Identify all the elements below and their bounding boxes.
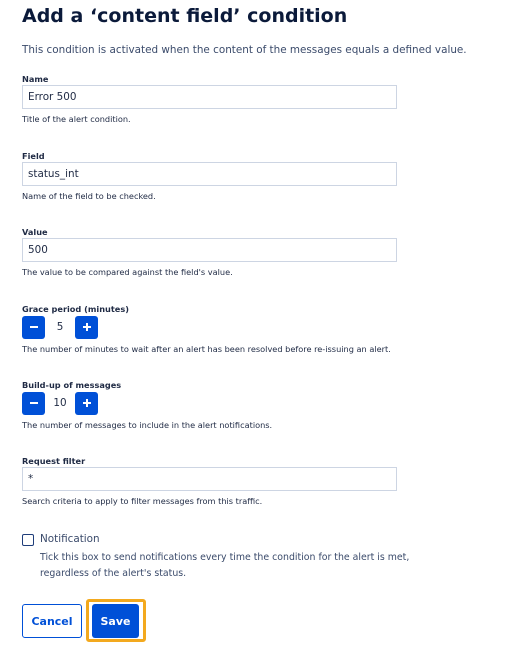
request-filter-help: Search criteria to apply to filter messages from this traffic.: [22, 496, 263, 506]
value-input[interactable]: [22, 238, 397, 262]
field-label: Field: [22, 151, 45, 161]
cancel-button[interactable]: Cancel: [22, 604, 82, 638]
plus-icon: [82, 398, 92, 408]
grace-period-increment-button[interactable]: [75, 316, 98, 339]
name-input[interactable]: [22, 85, 397, 109]
buildup-help: The number of messages to include in the alert notifications.: [22, 420, 273, 430]
value-field-group: [22, 226, 398, 277]
buildup-value[interactable]: 10: [53, 397, 67, 409]
page-intro: This condition is activated when the content of the messages equals a defined value.: [22, 44, 467, 56]
value-label: Value: [22, 227, 48, 237]
grace-period-decrement-button[interactable]: [22, 316, 45, 339]
buildup-increment-button[interactable]: [75, 392, 98, 415]
minus-icon: [29, 322, 39, 332]
buildup-group: [22, 379, 442, 430]
name-field-group: [22, 73, 398, 124]
field-input[interactable]: [22, 162, 397, 186]
grace-period-stepper: [22, 315, 442, 339]
minus-icon: [29, 398, 39, 408]
field-field-group: [22, 150, 398, 201]
value-help: The value to be compared against the field's value.: [22, 267, 233, 277]
name-label: Name: [22, 74, 49, 84]
grace-period-value[interactable]: 5: [56, 321, 64, 333]
notification-checkbox[interactable]: [22, 534, 34, 546]
grace-period-group: [22, 303, 442, 354]
grace-period-label: Grace period (minutes): [22, 304, 129, 314]
grace-period-help: The number of minutes to wait after an alert has been resolved before re-issuing an alert.: [22, 344, 391, 354]
plus-icon: [82, 322, 92, 332]
field-help: Name of the field to be checked.: [22, 191, 156, 201]
request-filter-group: [22, 455, 398, 506]
page-title: Add a ‘content field’ condition: [22, 5, 348, 27]
buildup-decrement-button[interactable]: [22, 392, 45, 415]
save-button[interactable]: Save: [92, 604, 139, 638]
request-filter-input[interactable]: [22, 467, 397, 491]
name-help: Title of the alert condition.: [22, 114, 131, 124]
request-filter-label: Request filter: [22, 456, 86, 466]
buildup-stepper: [22, 391, 442, 415]
notification-description: Tick this box to send notifications every time the condition for the alert is met, regardless of the alert's status.: [40, 552, 410, 579]
notification-label[interactable]: Notification: [40, 533, 100, 545]
buildup-label: Build-up of messages: [22, 380, 122, 390]
